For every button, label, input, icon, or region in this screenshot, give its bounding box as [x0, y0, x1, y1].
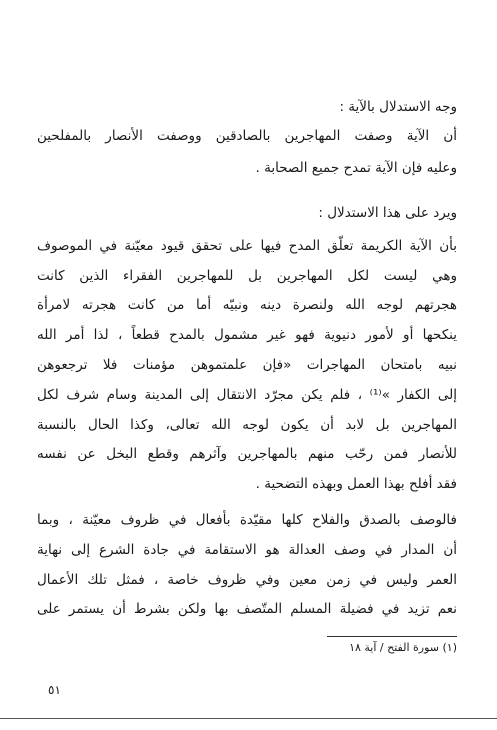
footnote: (١) سورة الفتح / آية ١٨ — [349, 641, 457, 654]
para2-line-2: وهي ليست لكل المهاجرين بل للمهاجرين الفقراء الذين كانت — [37, 268, 457, 284]
para2-line-6: إلى الكفار »⁽¹⁾ ، فلم يكن مجرّد الانتقال إلى المدينة وسام شرف لكل — [37, 387, 457, 403]
page-bottom-line — [0, 718, 497, 719]
heading-inference: وجه الاستدلال بالآية : — [339, 99, 457, 115]
para1-line-1: أن الآية وصفت المهاجرين بالصادقين ووصفت الأنصار بالمفلحين — [37, 128, 457, 144]
para2-line-4: ينكحها أو لأمور دنيوية فهو غير مشمول بالمدح قطعاً ، لذا أمر الله — [37, 327, 457, 343]
para3-line-3: العمر وليس في زمن معين وفي ظروف خاصة ، فمثل تلك الأعمال — [37, 572, 457, 588]
para3-line-4: نعم تزيد في فضيلة المسلم المتّصف بها ولكن بشرط أن يستمر على — [37, 601, 457, 617]
para2-line-5: نبيه بامتحان المهاجرات «فإن علمتموهن مؤمنات فلا ترجعوهن — [37, 357, 457, 373]
para3-line-1: فالوصف بالصدق والفلاح كلها مقيّدة بأفعال في ظروف معيّنة ، وبما — [37, 512, 457, 528]
para3-line-2: أن المدار في وصف العدالة هو الاستقامة في جادة الشرع إلى نهاية — [37, 542, 457, 558]
para2-line-1: بأن الآية الكريمة تعلّق المدح فيها على تحقق قيود معيّنة في الموصوف — [37, 238, 457, 254]
heading-objection: ويرد على هذا الاستدلال : — [318, 205, 457, 221]
para2-line-7: المهاجرين بل لابد أن يكون لوجه الله تعالى، وكذا الحال بالنسبة — [37, 417, 457, 433]
para2-line-3: هجرتهم لوجه الله ولنصرة دينه ونبيّه أما من كانت هجرته لامرأة — [37, 297, 457, 313]
para2-line-9: فقد أفلح بهذا العمل وبهذه التضحية . — [255, 476, 457, 492]
para2-line-8: للأنصار فمن رحّب منهم بالمهاجرين وآثرهم وقطع البخل عن نفسه — [37, 446, 457, 462]
para1-line-2: وعليه فإن الآية تمدح جميع الصحابة . — [255, 160, 457, 176]
footnote-divider — [327, 636, 457, 637]
page-number: ٥١ — [48, 683, 61, 697]
